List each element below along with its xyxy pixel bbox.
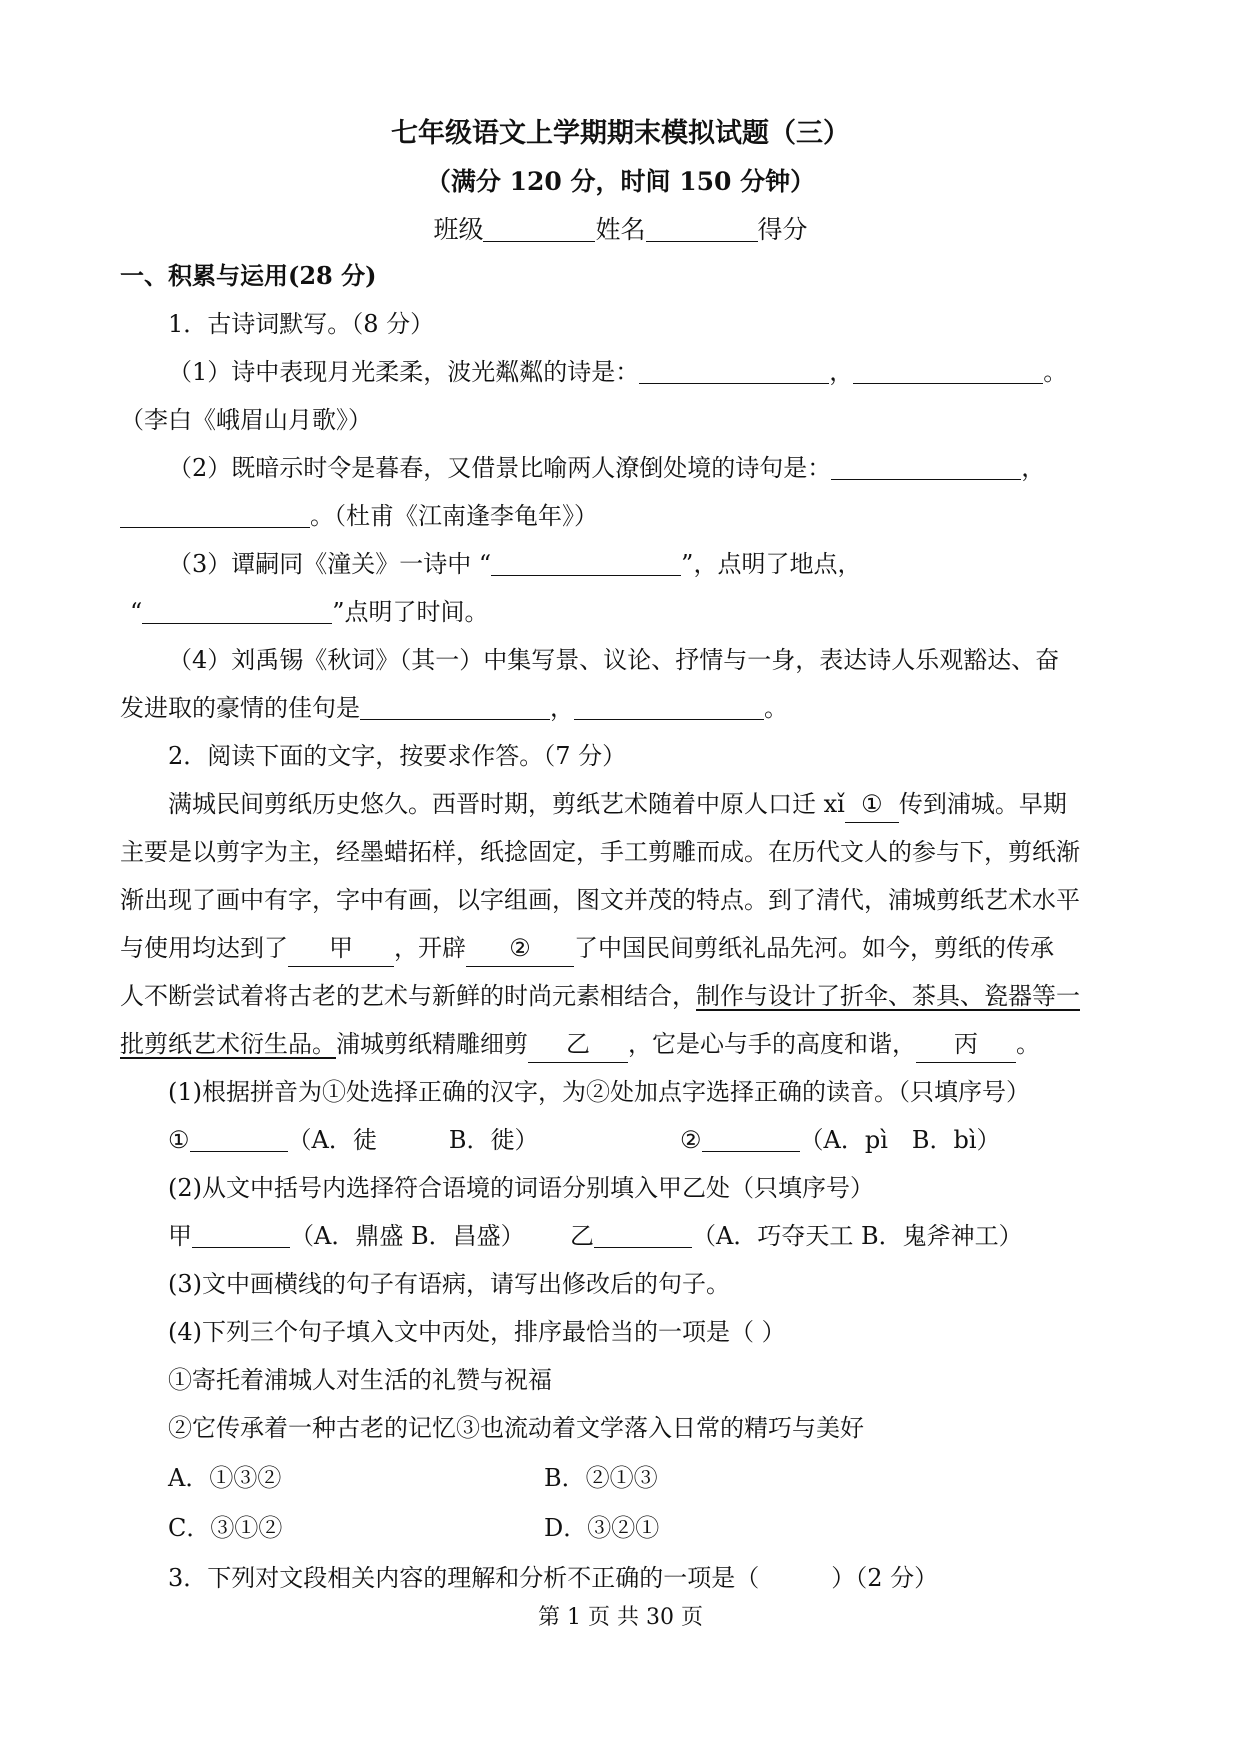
class-field[interactable]: [483, 215, 595, 242]
q1-stem: 1．古诗词默写。（8 分）: [168, 310, 435, 338]
score-label: 得分: [757, 215, 808, 244]
q1-part4-cont: 发进取的豪情的佳句是 ， 。: [120, 694, 788, 722]
page-footer: 第 1 页 共 30 页: [538, 1605, 703, 1630]
passage-blank-2[interactable]: ②: [466, 930, 574, 967]
passage-blank-yi[interactable]: 乙: [528, 1026, 628, 1063]
choice-b[interactable]: B．②①③: [544, 1464, 658, 1492]
q2-sub2-answers: 甲 （A．鼎盛 B．昌盛） 乙 （A．巧夺天工 B．鬼斧神工）: [168, 1222, 1023, 1250]
q2-sub4: (4)下列三个句子填入文中丙处，排序最恰当的一项是（ ）: [168, 1318, 786, 1346]
q3-stem: 3．下列对文段相关内容的理解和分析不正确的一项是（ ）（2 分）: [168, 1564, 939, 1592]
passage-line: 批剪纸艺术衍生品。浦城剪纸精雕细剪 乙 ，它是心与手的高度和谐， 丙 。: [120, 1026, 1121, 1063]
choice-a[interactable]: A．①③②: [168, 1464, 282, 1492]
name-field[interactable]: [646, 215, 758, 242]
choice-d[interactable]: D．③②①: [544, 1514, 660, 1542]
sentence-option: ②它传承着一种古老的记忆③也流动着文学落入日常的精巧与美好: [168, 1414, 864, 1442]
answer-blank[interactable]: [702, 1125, 800, 1152]
q1-part4: （4）刘禹锡《秋词》（其一）中集写景、议论、抒情与一身，表达诗人乐观豁达、奋: [168, 646, 1060, 674]
passage-line: 与使用均达到了 甲 ，开辟 ② 了中国民间剪纸礼品先河。如今，剪纸的传承: [120, 930, 1121, 967]
passage-line: 渐出现了画中有字，字中有画，以字组画，图文并茂的特点。到了清代，浦城剪纸艺术水平: [120, 886, 1080, 914]
answer-blank[interactable]: [831, 453, 1021, 480]
answer-blank[interactable]: [491, 549, 681, 576]
q1-part1-source: （李白《峨眉山月歌》）: [120, 406, 372, 434]
answer-blank[interactable]: [190, 1125, 288, 1152]
flawed-sentence-cont: 批剪纸艺术衍生品。: [120, 1030, 336, 1058]
q2-sub3: (3)文中画横线的句子有语病，请写出修改后的句子。: [168, 1270, 730, 1298]
class-label: 班级: [433, 215, 484, 244]
q1-part2-cont: 。（杜甫《江南逢李龟年》）: [120, 498, 1121, 534]
passage-blank-1[interactable]: ①: [845, 786, 899, 823]
answer-blank[interactable]: [853, 357, 1043, 384]
q2-sub1-answers: ① （A．徒 B．徙） ② （A．pì B．bì）: [168, 1126, 1001, 1154]
q2-sub1: (1)根据拼音为①处选择正确的汉字，为②处加点字选择正确的读音。（只填序号）: [168, 1078, 1030, 1106]
passage-line: 人不断尝试着将古老的艺术与新鲜的时尚元素相结合，制作与设计了折伞、茶具、瓷器等一: [120, 982, 1080, 1010]
answer-blank[interactable]: [192, 1221, 290, 1248]
answer-blank[interactable]: [639, 357, 829, 384]
choice-c[interactable]: C．③①②: [168, 1514, 283, 1542]
q1-part3-cont: “ ”点明了时间。: [130, 598, 489, 626]
exam-title: 七年级语文上学期期末模拟试题（三）: [391, 118, 850, 149]
name-label: 姓名: [595, 215, 646, 244]
flawed-sentence: 制作与设计了折伞、茶具、瓷器等一: [696, 982, 1080, 1010]
sentence-option: ①寄托着浦城人对生活的礼赞与祝福: [168, 1366, 552, 1394]
answer-blank[interactable]: [142, 597, 332, 624]
q1-part3: （3）谭嗣同《潼关》一诗中 “ ”，点明了地点，: [168, 550, 862, 578]
answer-blank[interactable]: [360, 693, 550, 720]
passage-line: 满城民间剪纸历史悠久。西晋时期，剪纸艺术随着中原人口迁 xǐ ① 传到浦城。早期: [120, 786, 1121, 823]
passage-blank-jia[interactable]: 甲: [288, 930, 394, 967]
answer-blank[interactable]: [594, 1221, 692, 1248]
section-heading: 一、积累与运用(28 分): [120, 261, 377, 290]
student-info-row: [0, 212, 1241, 248]
q1-part2: （2）既暗示时令是暮春，又借景比喻两人潦倒处境的诗句是： ，: [168, 454, 1046, 482]
q1-part1: （1）诗中表现月光柔柔，波光粼粼的诗是： ， 。: [168, 358, 1068, 386]
exam-subtitle: （满分 120 分，时间 150 分钟）: [425, 167, 816, 196]
passage-blank-bing[interactable]: 丙: [916, 1026, 1016, 1063]
passage-line: 主要是以剪字为主，经墨蜡拓样，纸捻固定，手工剪雕而成。在历代文人的参与下，剪纸渐: [120, 838, 1080, 866]
choice-row: [120, 1510, 1121, 1546]
q2-sub2: (2)从文中括号内选择符合语境的词语分别填入甲乙处（只填序号）: [168, 1174, 874, 1202]
answer-blank[interactable]: [120, 501, 310, 528]
q2-stem: 2．阅读下面的文字，按要求作答。（7 分）: [168, 742, 627, 770]
choice-row: [120, 1460, 1121, 1496]
answer-blank[interactable]: [574, 693, 764, 720]
